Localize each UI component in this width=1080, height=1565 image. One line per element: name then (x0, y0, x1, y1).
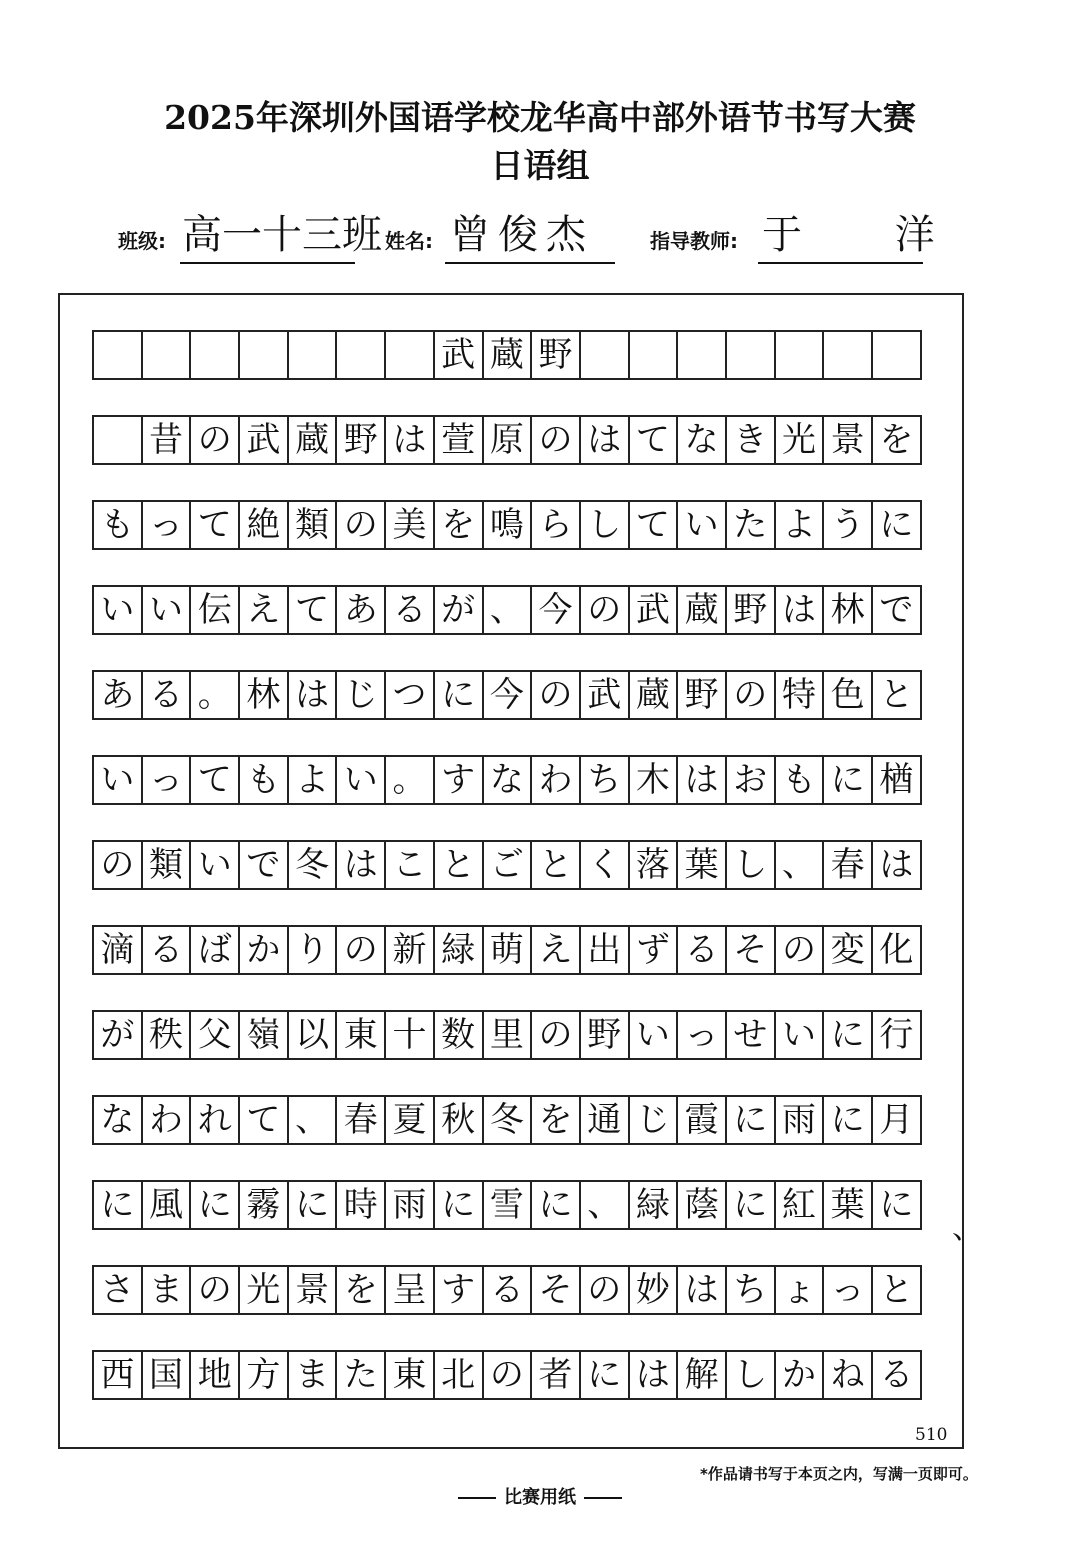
grid-row (92, 585, 922, 635)
grid-cell: 武 (238, 415, 289, 465)
grid-row (92, 840, 922, 890)
grid-row (92, 415, 922, 465)
grid-cell: 紅 (774, 1180, 825, 1230)
grid-row (92, 1350, 922, 1400)
grid-cell: ま (141, 1265, 192, 1315)
grid-cell: り (287, 925, 338, 975)
grid-cell: 行 (871, 1010, 922, 1060)
grid-cell: 今 (482, 670, 533, 720)
grid-cell: に (871, 1180, 922, 1230)
grid-cell: も (774, 755, 825, 805)
grid-cell: っ (822, 1265, 873, 1315)
grid-cell: 萌 (482, 925, 533, 975)
paper-footer (0, 1483, 1080, 1509)
grid-cell: の (530, 1010, 581, 1060)
name-value: 曾俊杰 (450, 212, 594, 258)
grid-cell: 木 (628, 755, 679, 805)
grid-cell: 冬 (482, 1095, 533, 1145)
grid-cell: て (287, 585, 338, 635)
grid-cell: え (530, 925, 581, 975)
grid-cell: 蔵 (287, 415, 338, 465)
grid-cell: で (238, 840, 289, 890)
grid-cell (628, 330, 679, 380)
grid-cell: 父 (189, 1010, 240, 1060)
grid-cell: 林 (822, 585, 873, 635)
grid-cell: 類 (287, 500, 338, 550)
grid-cell: ず (628, 925, 679, 975)
grid-cell: き (725, 415, 776, 465)
grid-row (92, 925, 922, 975)
grid-cell: 鳴 (482, 500, 533, 550)
grid-cell: 光 (774, 415, 825, 465)
teacher-underline (758, 262, 923, 264)
grid-row (92, 1010, 922, 1060)
grid-cell: を (335, 1265, 386, 1315)
grid-cell: を (871, 415, 922, 465)
grid-cell: 落 (628, 840, 679, 890)
grid-cell: 者 (530, 1350, 581, 1400)
grid-cell: る (676, 925, 727, 975)
grid-cell: 秩 (141, 1010, 192, 1060)
grid-cell: 武 (579, 670, 630, 720)
grid-cell: い (628, 1010, 679, 1060)
contest-title: 2025年深圳外国语学校龙华高中部外语节书写大赛 (164, 98, 916, 137)
grid-cell: の (530, 670, 581, 720)
grid-cell: に (579, 1350, 630, 1400)
grid-cell: よ (287, 755, 338, 805)
grid-cell: に (92, 1180, 143, 1230)
grid-cell: 武 (433, 330, 484, 380)
grid-cell: 東 (384, 1350, 435, 1400)
grid-cell: に (822, 1010, 873, 1060)
grid-cell (92, 330, 143, 380)
grid-cell: で (871, 585, 922, 635)
grid-cell: は (774, 585, 825, 635)
grid-cell: い (141, 585, 192, 635)
grid-cell (335, 330, 386, 380)
grid-cell: 冬 (287, 840, 338, 890)
grid-cell: 萱 (433, 415, 484, 465)
grid-cell: 色 (822, 670, 873, 720)
grid-cell: て (189, 755, 240, 805)
grid-cell: 数 (433, 1010, 484, 1060)
grid-cell: 野 (335, 415, 386, 465)
grid-cell: に (189, 1180, 240, 1230)
grid-cell: ち (725, 1265, 776, 1315)
grid-cell: え (238, 585, 289, 635)
grid-cell: ば (189, 925, 240, 975)
grid-cell: 野 (725, 585, 776, 635)
student-info (0, 196, 1080, 266)
grid-cell: 雨 (774, 1095, 825, 1145)
grid-cell (579, 330, 630, 380)
grid-cell: 楢 (871, 755, 922, 805)
grid-cell: す (433, 1265, 484, 1315)
grid-cell: の (189, 415, 240, 465)
footer-dash-right (584, 1497, 622, 1499)
grid-cell: 蔵 (676, 585, 727, 635)
grid-cell: は (579, 415, 630, 465)
grid-cell: て (189, 500, 240, 550)
grid-cell: た (725, 500, 776, 550)
grid-cell: さ (92, 1265, 143, 1315)
grid-cell: 蔵 (482, 330, 533, 380)
grid-cell: 春 (822, 840, 873, 890)
grid-cell: お (725, 755, 776, 805)
grid-row (92, 330, 922, 380)
grid-cell: が (433, 585, 484, 635)
grid-cell (238, 330, 289, 380)
instruction-note: *作品请书写于本页之内，写满一页即可。 (700, 1465, 978, 1483)
grid-cell: が (92, 1010, 143, 1060)
grid-cell: た (335, 1350, 386, 1400)
grid-cell: っ (141, 500, 192, 550)
grid-cell: 、 (774, 840, 825, 890)
class-value: 高一十三班 (182, 212, 382, 258)
grid-cell: し (579, 500, 630, 550)
grid-cell: わ (141, 1095, 192, 1145)
grid-cell: 時 (335, 1180, 386, 1230)
grid-cell: く (579, 840, 630, 890)
grid-cell: る (141, 670, 192, 720)
grid-cell: 雪 (482, 1180, 533, 1230)
grid-cell: に (433, 1180, 484, 1230)
grid-cell: 西 (92, 1350, 143, 1400)
grid-cell: 野 (579, 1010, 630, 1060)
grid-cell: 葉 (822, 1180, 873, 1230)
grid-cell: 以 (287, 1010, 338, 1060)
grid-cell: 光 (238, 1265, 289, 1315)
grid-cell: る (384, 585, 435, 635)
grid-cell: 十 (384, 1010, 435, 1060)
grid-cell: ち (579, 755, 630, 805)
grid-cell: か (238, 925, 289, 975)
grid-cell: 北 (433, 1350, 484, 1400)
teacher-label: 指导教师: (650, 229, 738, 253)
grid-cell: か (774, 1350, 825, 1400)
footer-dash-left (458, 1497, 496, 1499)
grid-cell: 緑 (628, 1180, 679, 1230)
grid-cell (141, 330, 192, 380)
grid-cell: 通 (579, 1095, 630, 1145)
grid-cell: 葉 (676, 840, 727, 890)
grid-cell: と (871, 1265, 922, 1315)
grid-cell: 林 (238, 670, 289, 720)
grid-cell (822, 330, 873, 380)
grid-row (92, 1095, 922, 1145)
grid-cell (676, 330, 727, 380)
grid-cell: 伝 (189, 585, 240, 635)
grid-cell: 夏 (384, 1095, 435, 1145)
grid-cell: ら (530, 500, 581, 550)
contest-subtitle: 日语组 (490, 146, 590, 185)
grid-cell: の (579, 1265, 630, 1315)
grid-cell: の (725, 670, 776, 720)
grid-cell: る (482, 1265, 533, 1315)
grid-cell: に (725, 1095, 776, 1145)
grid-cell: 風 (141, 1180, 192, 1230)
grid-cell: す (433, 755, 484, 805)
grid-cell: 妙 (628, 1265, 679, 1315)
grid-cell: て (238, 1095, 289, 1145)
grid-cell: 化 (871, 925, 922, 975)
grid-cell: な (482, 755, 533, 805)
grid-cell: 原 (482, 415, 533, 465)
grid-cell: 里 (482, 1010, 533, 1060)
grid-cell: 東 (335, 1010, 386, 1060)
grid-cell: し (725, 1350, 776, 1400)
grid-cell: そ (530, 1265, 581, 1315)
grid-cell: の (530, 415, 581, 465)
grid-cell: 、 (287, 1095, 338, 1145)
grid-cell: 武 (628, 585, 679, 635)
grid-cell: じ (628, 1095, 679, 1145)
grid-cell: を (433, 500, 484, 550)
grid-cell: 変 (822, 925, 873, 975)
grid-cell: わ (530, 755, 581, 805)
grid-cell: 蔵 (628, 670, 679, 720)
grid-cell: 野 (676, 670, 727, 720)
grid-cell: 滴 (92, 925, 143, 975)
grid-cell: 今 (530, 585, 581, 635)
class-label: 班级: (118, 229, 166, 253)
grid-row (92, 1180, 922, 1230)
grid-cell: は (676, 755, 727, 805)
grid-cell: い (335, 755, 386, 805)
grid-row (92, 755, 922, 805)
grid-cell (725, 330, 776, 380)
grid-cell: 、 (579, 1180, 630, 1230)
grid-cell: に (871, 500, 922, 550)
grid-cell: る (871, 1350, 922, 1400)
grid-cell: て (628, 500, 679, 550)
grid-cell: は (676, 1265, 727, 1315)
grid-cell: ま (287, 1350, 338, 1400)
grid-cell: い (676, 500, 727, 550)
grid-cell: と (871, 670, 922, 720)
grid-cell: 嶺 (238, 1010, 289, 1060)
grid-cell (287, 330, 338, 380)
grid-cell: 新 (384, 925, 435, 975)
grid-cell: 美 (384, 500, 435, 550)
grid-cell: る (141, 925, 192, 975)
paper-label: 比赛用纸 (504, 1487, 576, 1508)
character-count: 510 (915, 1425, 948, 1445)
grid-cell: 景 (287, 1265, 338, 1315)
grid-cell: は (384, 415, 435, 465)
grid-cell (384, 330, 435, 380)
grid-cell: の (579, 585, 630, 635)
grid-cell: の (92, 840, 143, 890)
grid-cell: そ (725, 925, 776, 975)
grid-cell: に (530, 1180, 581, 1230)
grid-cell: は (871, 840, 922, 890)
grid-cell: い (92, 755, 143, 805)
grid-cell: は (335, 840, 386, 890)
grid-cell: も (238, 755, 289, 805)
teacher-value: 于 洋 (762, 212, 945, 258)
grid-cell: 解 (676, 1350, 727, 1400)
grid-cell: 秋 (433, 1095, 484, 1145)
grid-cell: せ (725, 1010, 776, 1060)
grid-cell: は (287, 670, 338, 720)
grid-cell: し (725, 840, 776, 890)
grid-row (92, 670, 922, 720)
grid-cell: ょ (774, 1265, 825, 1315)
grid-cell: 蔭 (676, 1180, 727, 1230)
grid-cell: は (628, 1350, 679, 1400)
grid-cell: 呈 (384, 1265, 435, 1315)
grid-cell (189, 330, 240, 380)
grid-cell: に (433, 670, 484, 720)
name-underline (445, 262, 615, 264)
grid-cell: な (92, 1095, 143, 1145)
grid-cell: の (335, 500, 386, 550)
grid-cell: 地 (189, 1350, 240, 1400)
grid-cell: 方 (238, 1350, 289, 1400)
grid-cell: 特 (774, 670, 825, 720)
grid-cell (92, 415, 143, 465)
grid-cell: の (482, 1350, 533, 1400)
grid-cell: 景 (822, 415, 873, 465)
grid-row (92, 1265, 922, 1315)
grid-cell: ご (482, 840, 533, 890)
grid-cell: な (676, 415, 727, 465)
grid-cell: 月 (871, 1095, 922, 1145)
grid-cell: を (530, 1095, 581, 1145)
grid-cell (871, 330, 922, 380)
grid-cell: の (335, 925, 386, 975)
grid-cell: う (822, 500, 873, 550)
grid-cell: て (628, 415, 679, 465)
grid-cell: に (822, 1095, 873, 1145)
grid-cell: の (774, 925, 825, 975)
grid-cell: の (189, 1265, 240, 1315)
grid-cell: と (433, 840, 484, 890)
grid-row (92, 500, 922, 550)
grid-cell: っ (141, 755, 192, 805)
grid-cell: に (822, 755, 873, 805)
grid-cell: と (530, 840, 581, 890)
grid-cell: 。 (384, 755, 435, 805)
grid-cell: よ (774, 500, 825, 550)
name-label: 姓名: (385, 229, 433, 253)
grid-cell: つ (384, 670, 435, 720)
overflow-punctuation: 、 (952, 1211, 982, 1246)
grid-cell: い (92, 585, 143, 635)
grid-cell (774, 330, 825, 380)
grid-cell: 出 (579, 925, 630, 975)
grid-cell: い (774, 1010, 825, 1060)
grid-cell: れ (189, 1095, 240, 1145)
grid-cell: に (725, 1180, 776, 1230)
grid-cell: 野 (530, 330, 581, 380)
grid-cell: 春 (335, 1095, 386, 1145)
grid-cell: っ (676, 1010, 727, 1060)
grid-cell: 絶 (238, 500, 289, 550)
grid-cell: 国 (141, 1350, 192, 1400)
grid-cell: 霞 (676, 1095, 727, 1145)
grid-cell: い (189, 840, 240, 890)
class-underline (180, 262, 355, 264)
grid-cell: 。 (189, 670, 240, 720)
grid-cell: こ (384, 840, 435, 890)
grid-cell: あ (92, 670, 143, 720)
grid-cell: じ (335, 670, 386, 720)
grid-cell: 雨 (384, 1180, 435, 1230)
grid-cell: 霧 (238, 1180, 289, 1230)
grid-cell: あ (335, 585, 386, 635)
grid-cell: ね (822, 1350, 873, 1400)
grid-cell: 類 (141, 840, 192, 890)
grid-cell: 緑 (433, 925, 484, 975)
grid-cell: に (287, 1180, 338, 1230)
grid-cell: も (92, 500, 143, 550)
grid-cell: 、 (482, 585, 533, 635)
grid-cell: 昔 (141, 415, 192, 465)
